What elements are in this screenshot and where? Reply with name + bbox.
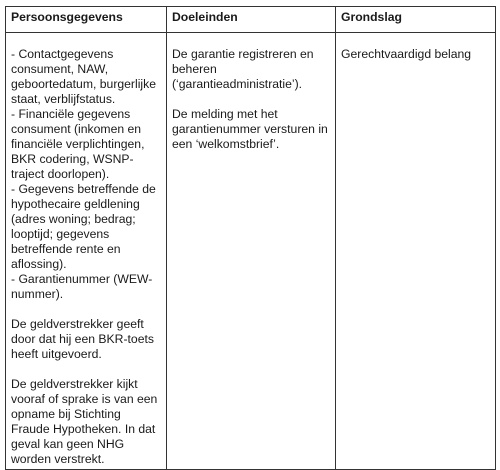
header-grondslag: Grondslag	[336, 7, 496, 33]
data-processing-table	[5, 6, 496, 470]
personal-data-item: - Financiële gegevens consument (inkomen en financiële verplichtingen, BKR codering, WSNP-traject doorlopen).	[11, 107, 145, 181]
cell-doeleinden	[167, 33, 336, 470]
cell-grondslag	[336, 33, 496, 470]
content-row	[6, 33, 496, 470]
purpose-paragraph: De melding met het garantienummer versturen in een ‘welkomstbrief’.	[172, 107, 328, 151]
cell-persoonsgegevens	[6, 33, 167, 470]
header-doeleinden: Doeleinden	[167, 7, 336, 33]
personal-data-list	[11, 47, 161, 302]
personal-data-item: - Garantienummer (WEW-nummer).	[11, 272, 153, 301]
bkr-check-paragraph: De geldverstrekker geeft door dat hij een BKR-toets heeft uitgevoerd.	[11, 317, 154, 361]
purpose-paragraph: De garantie registreren en beheren (‘garantieadministratie’).	[172, 47, 314, 91]
header-persoonsgegevens: Persoonsgegevens	[6, 7, 167, 33]
fraud-check-paragraph: De geldverstrekker kijkt vooraf of sprake is van een opname bij Stichting Fraude Hypotheken. In dat geval kan geen NHG worden verstrekt.	[11, 377, 158, 466]
personal-data-item: - Contactgegevens consument, NAW, geboortedatum, burgerlijke staat, verblijfstatus.	[11, 47, 156, 106]
personal-data-item: - Gegevens betreffende de hypothecaire geldlening (adres woning; bedrag; looptijd; gegevens betreffende rente en aflossing).	[11, 182, 156, 271]
legal-basis-text: Gerechtvaardigd belang	[341, 47, 472, 61]
header-row	[6, 7, 496, 33]
